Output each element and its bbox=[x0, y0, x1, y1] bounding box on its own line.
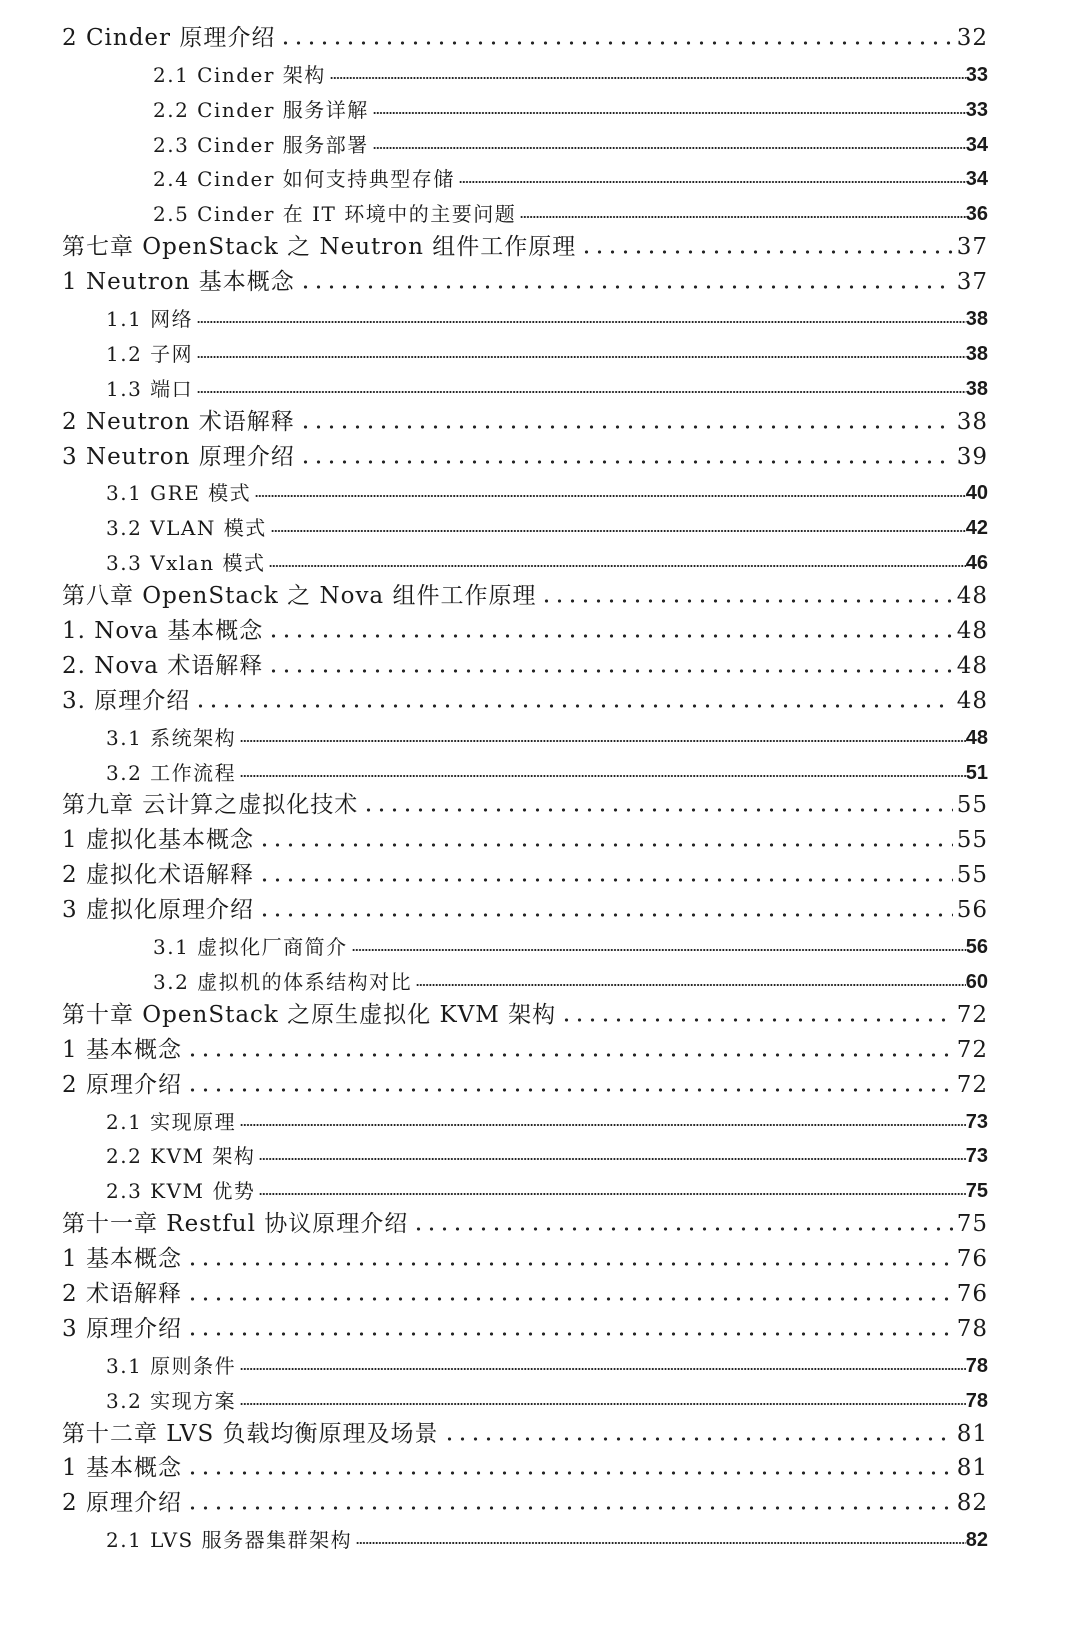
toc-page-number: 72 bbox=[956, 1001, 988, 1028]
toc-entry-title: 3.2 实现方案 bbox=[106, 1388, 237, 1413]
toc-entry-title: 2.1 实现原理 bbox=[106, 1109, 237, 1134]
toc-page-number: 48 bbox=[965, 726, 988, 749]
toc-page-number: 78 bbox=[965, 1354, 988, 1377]
dot-leader bbox=[362, 807, 952, 813]
dot-leader bbox=[186, 1296, 953, 1302]
toc-entry[interactable] bbox=[0, 1414, 1079, 1449]
toc-page-number: 39 bbox=[956, 443, 988, 470]
dot-leader bbox=[520, 214, 965, 220]
toc-entry-title: 3 虚拟化原理介绍 bbox=[62, 897, 254, 924]
toc-entry[interactable] bbox=[0, 1274, 1079, 1309]
dot-leader bbox=[186, 1087, 953, 1093]
toc-entry-title: 1 虚拟化基本概念 bbox=[62, 827, 254, 854]
toc-subentry[interactable] bbox=[0, 716, 1079, 751]
toc-subentry[interactable] bbox=[0, 367, 1079, 402]
toc-subentry[interactable] bbox=[0, 53, 1079, 88]
toc-page-number: 34 bbox=[965, 168, 988, 191]
toc-page-number: 40 bbox=[965, 482, 988, 505]
toc-entry-title: 3 原理介绍 bbox=[62, 1315, 182, 1342]
toc-page-number: 48 bbox=[956, 652, 988, 679]
toc-entry-title: 2.2 Cinder 服务详解 bbox=[153, 97, 369, 122]
toc-subentry[interactable] bbox=[0, 1379, 1079, 1414]
toc-entry[interactable] bbox=[0, 1449, 1079, 1484]
dot-leader bbox=[255, 493, 966, 499]
toc-entry-title: 2 虚拟化术语解释 bbox=[62, 862, 254, 889]
toc-entry-title: 2 Cinder 原理介绍 bbox=[62, 24, 276, 51]
toc-subentry[interactable] bbox=[0, 192, 1079, 227]
dot-leader bbox=[299, 459, 953, 465]
dot-leader bbox=[299, 284, 953, 290]
dot-leader bbox=[299, 424, 953, 430]
toc-subentry[interactable] bbox=[0, 297, 1079, 332]
dot-leader bbox=[240, 1122, 966, 1128]
toc-entry-title: 第七章 OpenStack 之 Neutron 组件工作原理 bbox=[62, 234, 577, 261]
toc-page-number: 38 bbox=[956, 408, 988, 435]
toc-entry[interactable] bbox=[0, 1309, 1079, 1344]
toc-subentry[interactable] bbox=[0, 88, 1079, 123]
toc-entry-title: 2.2 KVM 架构 bbox=[106, 1144, 256, 1169]
toc-page-number: 72 bbox=[956, 1071, 988, 1098]
toc-subentry[interactable] bbox=[0, 925, 1079, 960]
toc-page-number: 34 bbox=[965, 133, 988, 156]
toc-subentry[interactable] bbox=[0, 1169, 1079, 1204]
toc-page-number: 38 bbox=[965, 342, 988, 365]
dot-leader bbox=[356, 1540, 966, 1546]
toc-page-number: 38 bbox=[965, 377, 988, 400]
toc-entry[interactable] bbox=[0, 820, 1079, 855]
toc-entry-title: 2.4 Cinder 如何支持典型存储 bbox=[153, 167, 455, 192]
toc-entry-title: 1.3 端口 bbox=[106, 376, 194, 401]
toc-page-number: 51 bbox=[965, 761, 988, 784]
toc-entry[interactable] bbox=[0, 576, 1079, 611]
dot-leader bbox=[197, 389, 966, 395]
toc-entry-title: 3.1 GRE 模式 bbox=[106, 481, 252, 506]
dot-leader bbox=[259, 1156, 965, 1162]
toc-page-number: 60 bbox=[965, 970, 988, 993]
toc-subentry[interactable] bbox=[0, 332, 1079, 367]
toc-entry[interactable] bbox=[0, 1483, 1079, 1518]
dot-leader bbox=[186, 1470, 953, 1476]
toc-entry-title: 3 Neutron 原理介绍 bbox=[62, 443, 295, 470]
toc-entry[interactable] bbox=[0, 437, 1079, 472]
toc-page-number: 73 bbox=[965, 1145, 988, 1168]
toc-page-number: 48 bbox=[956, 583, 988, 610]
dot-leader bbox=[412, 1226, 952, 1232]
toc-page-number: 55 bbox=[956, 792, 988, 819]
dot-leader bbox=[240, 773, 966, 779]
toc-entry-title: 3.1 系统架构 bbox=[106, 725, 237, 750]
toc-entry-title: 2.5 Cinder 在 IT 环境中的主要问题 bbox=[153, 202, 517, 227]
toc-entry-title: 2. Nova 术语解释 bbox=[62, 652, 264, 679]
toc-subentry[interactable] bbox=[0, 1100, 1079, 1135]
dot-leader bbox=[258, 842, 953, 848]
dot-leader bbox=[186, 1261, 953, 1267]
toc-entry-title: 3.3 Vxlan 模式 bbox=[106, 551, 266, 576]
toc-subentry[interactable] bbox=[0, 960, 1079, 995]
dot-leader bbox=[540, 598, 952, 604]
toc-entry-title: 3. 原理介绍 bbox=[62, 687, 191, 714]
toc-page-number: 38 bbox=[965, 308, 988, 331]
toc-entry-title: 2 原理介绍 bbox=[62, 1071, 182, 1098]
toc-entry[interactable] bbox=[0, 402, 1079, 437]
toc-entry-title: 1 基本概念 bbox=[62, 1036, 182, 1063]
toc-entry-title: 2 Neutron 术语解释 bbox=[62, 408, 295, 435]
dot-leader bbox=[186, 1052, 953, 1058]
toc-page-number: 56 bbox=[965, 936, 988, 959]
dot-leader bbox=[330, 75, 966, 81]
toc-page-number: 76 bbox=[956, 1246, 988, 1273]
toc-entry-title: 第十一章 Restful 协议原理介绍 bbox=[62, 1211, 409, 1238]
toc-page-number: 75 bbox=[965, 1180, 988, 1203]
toc-entry-title: 第八章 OpenStack 之 Nova 组件工作原理 bbox=[62, 583, 537, 610]
toc-entry[interactable] bbox=[0, 995, 1079, 1030]
toc-entry[interactable] bbox=[0, 646, 1079, 681]
toc-page-number: 32 bbox=[956, 24, 988, 51]
toc-entry-title: 1 Neutron 基本概念 bbox=[62, 269, 295, 296]
toc-entry-title: 1 基本概念 bbox=[62, 1455, 182, 1482]
dot-leader bbox=[560, 1017, 953, 1023]
dot-leader bbox=[258, 877, 953, 883]
dot-leader bbox=[186, 1505, 953, 1511]
toc-page-number: 82 bbox=[956, 1490, 988, 1517]
dot-leader bbox=[197, 319, 966, 325]
toc-page-number: 37 bbox=[956, 269, 988, 296]
toc-page-number: 48 bbox=[956, 618, 988, 645]
toc-entry-title: 2.3 KVM 优势 bbox=[106, 1179, 256, 1204]
dot-leader bbox=[279, 40, 952, 46]
toc-entry-title: 1.1 网络 bbox=[106, 307, 194, 332]
toc-page-number: 37 bbox=[956, 234, 988, 261]
toc-page-number: 72 bbox=[956, 1036, 988, 1063]
toc-entry-title: 3.2 虚拟机的体系结构对比 bbox=[153, 969, 413, 994]
toc-entry[interactable] bbox=[0, 890, 1079, 925]
toc-entry-title: 2.3 Cinder 服务部署 bbox=[153, 132, 369, 157]
dot-leader bbox=[269, 563, 965, 569]
dot-leader bbox=[194, 703, 952, 709]
dot-leader bbox=[271, 528, 966, 534]
dot-leader bbox=[443, 1436, 953, 1442]
dot-leader bbox=[373, 145, 966, 151]
toc-entry[interactable] bbox=[0, 18, 1079, 53]
toc-page-number: 55 bbox=[956, 827, 988, 854]
dot-leader bbox=[259, 1191, 965, 1197]
toc-entry-title: 1. Nova 基本概念 bbox=[62, 618, 264, 645]
dot-leader bbox=[416, 982, 966, 988]
toc-page-number: 78 bbox=[956, 1315, 988, 1342]
toc-subentry[interactable] bbox=[0, 541, 1079, 576]
toc-entry[interactable] bbox=[0, 611, 1079, 646]
toc-page-number: 48 bbox=[956, 687, 988, 714]
toc-subentry[interactable] bbox=[0, 506, 1079, 541]
toc-subentry[interactable] bbox=[0, 751, 1079, 786]
toc-entry-title: 2 术语解释 bbox=[62, 1280, 182, 1307]
toc-subentry[interactable] bbox=[0, 158, 1079, 193]
toc-entry[interactable] bbox=[0, 1065, 1079, 1100]
toc-subentry[interactable] bbox=[0, 123, 1079, 158]
dot-leader bbox=[459, 179, 966, 185]
toc-subentry[interactable] bbox=[0, 1518, 1079, 1553]
toc-subentry[interactable] bbox=[0, 1135, 1079, 1170]
toc-entry[interactable] bbox=[0, 1030, 1079, 1065]
toc-entry-title: 2 原理介绍 bbox=[62, 1490, 182, 1517]
toc-subentry[interactable] bbox=[0, 1344, 1079, 1379]
toc-page-number: 81 bbox=[956, 1455, 988, 1482]
toc-entry[interactable] bbox=[0, 786, 1079, 821]
toc-page-number: 81 bbox=[956, 1420, 988, 1447]
dot-leader bbox=[373, 110, 966, 116]
toc-entry-title: 2.1 LVS 服务器集群架构 bbox=[106, 1528, 353, 1553]
dot-leader bbox=[240, 738, 966, 744]
dot-leader bbox=[197, 354, 966, 360]
toc-page-number: 36 bbox=[965, 203, 988, 226]
toc-entry[interactable] bbox=[0, 262, 1079, 297]
dot-leader bbox=[267, 633, 952, 639]
toc-entry-title: 3.2 VLAN 模式 bbox=[106, 516, 267, 541]
dot-leader bbox=[352, 947, 966, 953]
toc-page-number: 33 bbox=[965, 63, 988, 86]
toc-page-number: 55 bbox=[956, 862, 988, 889]
toc-entry-title: 3.2 工作流程 bbox=[106, 760, 237, 785]
toc-entry-title: 3.1 原则条件 bbox=[106, 1353, 237, 1378]
toc-page-number: 75 bbox=[956, 1211, 988, 1238]
toc-entry-title: 第十二章 LVS 负载均衡原理及场景 bbox=[62, 1420, 439, 1447]
toc-subentry[interactable] bbox=[0, 472, 1079, 507]
toc-page-number: 56 bbox=[956, 897, 988, 924]
toc-entry[interactable] bbox=[0, 227, 1079, 262]
dot-leader bbox=[267, 668, 952, 674]
toc-entry-title: 3.1 虚拟化厂商简介 bbox=[153, 935, 348, 960]
dot-leader bbox=[240, 1366, 966, 1372]
toc-entry-title: 1 基本概念 bbox=[62, 1246, 182, 1273]
dot-leader bbox=[186, 1331, 953, 1337]
toc-entry-title: 第十章 OpenStack 之原生虚拟化 KVM 架构 bbox=[62, 1001, 557, 1028]
dot-leader bbox=[580, 249, 952, 255]
toc-entry[interactable] bbox=[0, 1204, 1079, 1239]
toc-entry-title: 2.1 Cinder 架构 bbox=[153, 62, 326, 87]
toc-page-number: 73 bbox=[965, 1110, 988, 1133]
toc-entry-title: 1.2 子网 bbox=[106, 341, 194, 366]
toc-entry[interactable] bbox=[0, 681, 1079, 716]
toc-entry[interactable] bbox=[0, 1239, 1079, 1274]
toc-page-number: 42 bbox=[965, 517, 988, 540]
dot-leader bbox=[258, 912, 953, 918]
toc-page-number: 78 bbox=[965, 1389, 988, 1412]
table-of-contents bbox=[0, 18, 1079, 1553]
toc-page-number: 76 bbox=[956, 1280, 988, 1307]
toc-entry-title: 第九章 云计算之虚拟化技术 bbox=[62, 792, 359, 819]
toc-page-number: 46 bbox=[965, 552, 988, 575]
toc-page-number: 33 bbox=[965, 98, 988, 121]
dot-leader bbox=[240, 1401, 966, 1407]
toc-page-number: 82 bbox=[965, 1529, 988, 1552]
toc-entry[interactable] bbox=[0, 855, 1079, 890]
